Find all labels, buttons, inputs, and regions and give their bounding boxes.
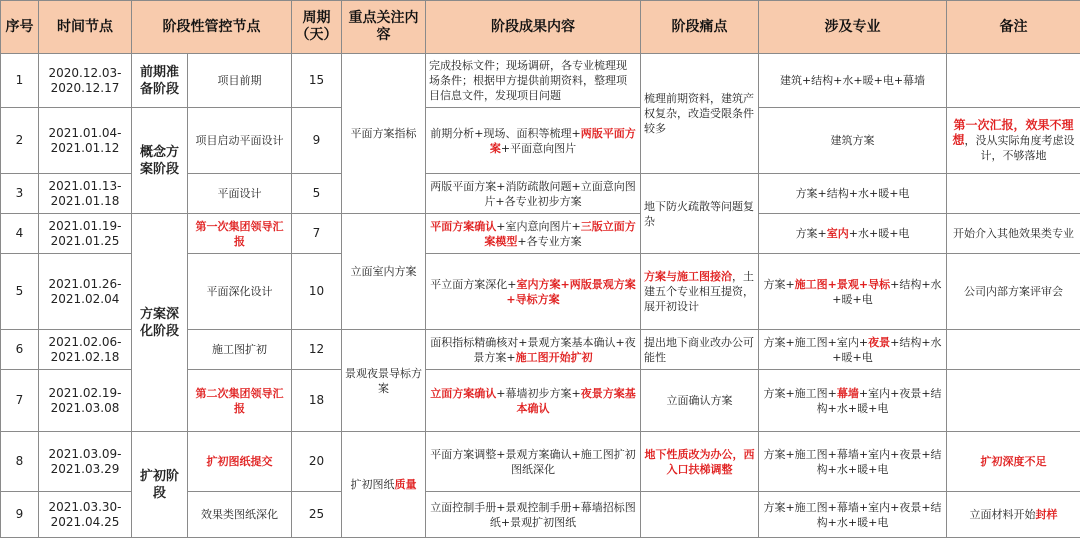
seq-cell: 4 bbox=[1, 214, 39, 254]
date-cell: 2021.01.19-2021.01.25 bbox=[39, 214, 132, 254]
header-note: 备注 bbox=[947, 1, 1080, 54]
header-row bbox=[1, 1, 1080, 54]
note-cell: 公司内部方案评审会 bbox=[947, 254, 1080, 330]
table-row bbox=[1, 54, 1080, 108]
period-cell: 25 bbox=[292, 492, 342, 538]
result-cell: 面积指标精确核对+景观方案基本确认+夜景方案+施工图开始扩初 bbox=[426, 330, 641, 370]
table-row bbox=[1, 432, 1080, 492]
note-cell bbox=[947, 330, 1080, 370]
control-cell: 项目启动平面设计 bbox=[188, 108, 292, 174]
control-cell: 效果类图纸深化 bbox=[188, 492, 292, 538]
phase-deepen: 方案深化阶段 bbox=[132, 214, 188, 432]
result-cell: 立面控制手册+景观控制手册+幕墙招标图纸+景观扩初图纸 bbox=[426, 492, 641, 538]
header-result: 阶段成果内容 bbox=[426, 1, 641, 54]
result-cell: 平面方案调整+景观方案确认+施工图扩初图纸深化 bbox=[426, 432, 641, 492]
result-cell: 完成投标文件；现场调研，各专业梳理现场条件；根据甲方提供前期资料，整理项目信息文件，发现项目问题 bbox=[426, 54, 641, 108]
table-row bbox=[1, 214, 1080, 254]
table-row bbox=[1, 108, 1080, 174]
period-cell: 20 bbox=[292, 432, 342, 492]
period-cell: 12 bbox=[292, 330, 342, 370]
phase-prep: 前期准备阶段 bbox=[132, 54, 188, 108]
pain-cell: 方案与施工图接洽，土建五个专业相互提资，展开初设计 bbox=[641, 254, 759, 330]
major-cell: 方案+施工图+幕墙+室内+夜景+结构+水+暖+电 bbox=[759, 370, 947, 432]
date-cell: 2021.03.30-2021.04.25 bbox=[39, 492, 132, 538]
header-period: 周期（天） bbox=[292, 1, 342, 54]
note-cell: 第一次汇报，效果不理想，没从实际角度考虑设计，不够落地 bbox=[947, 108, 1080, 174]
control-cell: 第一次集团领导汇报 bbox=[188, 214, 292, 254]
pain-cell: 地下防火疏散等问题复杂 bbox=[641, 174, 759, 254]
seq-cell: 9 bbox=[1, 492, 39, 538]
major-cell: 方案+施工图+景观+导标+结构+水+暖+电 bbox=[759, 254, 947, 330]
note-cell: 扩初深度不足 bbox=[947, 432, 1080, 492]
seq-cell: 5 bbox=[1, 254, 39, 330]
result-cell: 平面方案确认+室内意向图片+三版立面方案模型+各专业方案 bbox=[426, 214, 641, 254]
date-cell: 2021.02.06-2021.02.18 bbox=[39, 330, 132, 370]
seq-cell: 3 bbox=[1, 174, 39, 214]
header-time: 时间节点 bbox=[39, 1, 132, 54]
focus-facade: 立面室内方案 bbox=[342, 214, 426, 330]
seq-cell: 7 bbox=[1, 370, 39, 432]
note-cell bbox=[947, 54, 1080, 108]
pain-cell: 地下性质改为办公，西入口扶梯调整 bbox=[641, 432, 759, 492]
date-cell: 2021.03.09-2021.03.29 bbox=[39, 432, 132, 492]
note-cell bbox=[947, 370, 1080, 432]
focus-drawings: 扩初图纸质量 bbox=[342, 432, 426, 538]
major-cell: 方案+结构+水+暖+电 bbox=[759, 174, 947, 214]
result-cell: 平立面方案深化+室内方案+两版景观方案+导标方案 bbox=[426, 254, 641, 330]
header-major: 涉及专业 bbox=[759, 1, 947, 54]
control-cell: 第二次集团领导汇报 bbox=[188, 370, 292, 432]
note-cell bbox=[947, 174, 1080, 214]
focus-plan: 平面方案指标 bbox=[342, 54, 426, 214]
seq-cell: 2 bbox=[1, 108, 39, 174]
date-cell: 2021.01.04-2021.01.12 bbox=[39, 108, 132, 174]
period-cell: 10 bbox=[292, 254, 342, 330]
result-cell: 两版平面方案+消防疏散问题+立面意向图片+各专业初步方案 bbox=[426, 174, 641, 214]
result-cell: 前期分析+现场、面积等梳理+两版平面方案+平面意向图片 bbox=[426, 108, 641, 174]
period-cell: 18 bbox=[292, 370, 342, 432]
date-cell: 2021.02.19-2021.03.08 bbox=[39, 370, 132, 432]
date-cell: 2021.01.13-2021.01.18 bbox=[39, 174, 132, 214]
major-cell: 方案+施工图+幕墙+室内+夜景+结构+水+暖+电 bbox=[759, 432, 947, 492]
period-cell: 7 bbox=[292, 214, 342, 254]
focus-landscape: 景观夜景导标方案 bbox=[342, 330, 426, 432]
period-cell: 15 bbox=[292, 54, 342, 108]
header-focus: 重点关注内容 bbox=[342, 1, 426, 54]
major-cell: 方案+施工图+室内+夜景+结构+水+暖+电 bbox=[759, 330, 947, 370]
result-cell: 立面方案确认+幕墙初步方案+夜景方案基本确认 bbox=[426, 370, 641, 432]
control-cell: 扩初图纸提交 bbox=[188, 432, 292, 492]
seq-cell: 6 bbox=[1, 330, 39, 370]
control-cell: 平面设计 bbox=[188, 174, 292, 214]
phase-preliminary: 扩初阶段 bbox=[132, 432, 188, 538]
pain-cell bbox=[641, 492, 759, 538]
header-control: 阶段性管控节点 bbox=[132, 1, 292, 54]
period-cell: 5 bbox=[292, 174, 342, 214]
note-cell: 开始介入其他效果类专业 bbox=[947, 214, 1080, 254]
major-cell: 建筑方案 bbox=[759, 108, 947, 174]
control-cell: 施工图扩初 bbox=[188, 330, 292, 370]
date-cell: 2020.12.03-2020.12.17 bbox=[39, 54, 132, 108]
pain-cell: 提出地下商业改办公可能性 bbox=[641, 330, 759, 370]
pain-cell: 立面确认方案 bbox=[641, 370, 759, 432]
date-cell: 2021.01.26-2021.02.04 bbox=[39, 254, 132, 330]
control-cell: 项目前期 bbox=[188, 54, 292, 108]
pain-cell: 梳理前期资料，建筑产权复杂，改造受限条件较多 bbox=[641, 54, 759, 174]
header-pain: 阶段痛点 bbox=[641, 1, 759, 54]
note-cell: 立面材料开始封样 bbox=[947, 492, 1080, 538]
major-cell: 方案+施工图+幕墙+室内+夜景+结构+水+暖+电 bbox=[759, 492, 947, 538]
header-seq: 序号 bbox=[1, 1, 39, 54]
major-cell: 建筑+结构+水+暖+电+幕墙 bbox=[759, 54, 947, 108]
control-cell: 平面深化设计 bbox=[188, 254, 292, 330]
seq-cell: 1 bbox=[1, 54, 39, 108]
phase-concept: 概念方案阶段 bbox=[132, 108, 188, 214]
period-cell: 9 bbox=[292, 108, 342, 174]
seq-cell: 8 bbox=[1, 432, 39, 492]
major-cell: 方案+室内+水+暖+电 bbox=[759, 214, 947, 254]
